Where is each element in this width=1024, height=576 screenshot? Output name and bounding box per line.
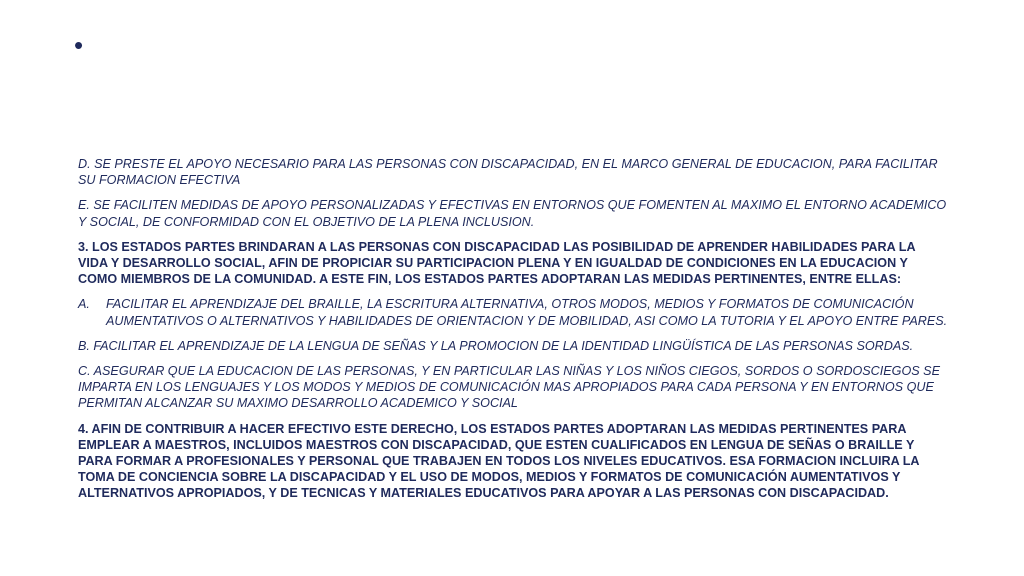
paragraph-3: 3. LOS ESTADOS PARTES BRINDARAN A LAS PERSONAS CON DISCAPACIDAD LAS POSIBILIDAD DE APRENDER HABILIDADES PARA LA VIDA Y DESARROLLO SOCIAL, AFIN DE PROPICIAR SU PARTICIPACION PLENA Y EN IGUALDAD DE CONDICIONES EN LA EDUCACION Y COMO MIEMBROS DE LA COMUNIDAD. A ESTE FIN, LOS ESTADOS PARTES ADOPTARAN LAS MEDIDAS PERTINENTES, ENTRE ELLAS: <box>78 239 916 287</box>
list-marker-a: A. <box>78 297 90 312</box>
paragraph-e: E. SE FACILITEN MEDIDAS DE APOYO PERSONALIZADAS Y EFECTIVAS EN ENTORNOS QUE FOMENTEN AL MAXIMO EL ENTORNO ACADEMICO Y SOCIAL, DE CONFORMIDAD CON EL OBJETIVO DE LA PLENA INCLUSION. <box>78 198 947 229</box>
list-item-a <box>78 296 948 328</box>
title-bullet: • <box>74 30 84 60</box>
paragraph-c: C. ASEGURAR QUE LA EDUCACION DE LAS PERSONAS, Y EN PARTICULAR LAS NIÑAS Y LOS NIÑOS CIEGOS, SORDOS O SORDOSCIEGOS SE IMPARTA EN LOS LENGUAJES Y LOS MODOS Y MEDIOS DE COMUNICACIÓN MAS APROPIADOS PARA CADA PERSONA Y EN ENTORNOS QUE PERMITAN ALCANZAR SU MAXIMO DESARROLLO ACADEMICO Y SOCIAL <box>78 364 940 411</box>
paragraph-d: D. SE PRESTE EL APOYO NECESARIO PARA LAS PERSONAS CON DISCAPACIDAD, EN EL MARCO GENERAL DE EDUCACION, PARA FACILITAR SU FORMACION EFECTIVA <box>78 157 938 188</box>
paragraph-4: 4. AFIN DE CONTRIBUIR A HACER EFECTIVO ESTE DERECHO, LOS ESTADOS PARTES ADOPTARAN LAS MEDIDAS PERTINENTES PARA EMPLEAR A MAESTROS, INCLUIDOS MAESTROS CON DISCAPACIDAD, QUE ESTEN CUALIFICADOS EN LENGUA DE SEÑAS O BRAILLE Y PARA FORMAR A PROFESIONALES Y PERSONAL QUE TRABAJEN EN TODOS LOS NIVELES EDUCATIVOS. ESA FORMACION INCLUIRA LA TOMA DE CONCIENCIA SOBRE LA DISCAPACIDAD Y EL USO DE MODOS, MEDIOS Y FORMATOS DE COMUNICACIÓN AUMENTATIVOS Y ALTERNATIVOS APROPIADOS, Y DE TECNICAS Y MATERIALES EDUCATIVOS PARA APOYAR A LAS PERSONAS CON DISCAPACIDAD. <box>78 421 920 501</box>
list-text-a: FACILITAR EL APRENDIZAJE DEL BRAILLE, LA ESCRITURA ALTERNATIVA, OTROS MODOS, MEDIOS Y FORMATOS DE COMUNICACIÓN AUMENTATIVOS O ALTERNATIVOS Y HABILIDADES DE ORIENTACION Y DE MOBILIDAD, ASI COMO LA TUTORIA Y EL APOYO ENTRE PARES. <box>106 297 948 328</box>
paragraph-b: B. FACILITAR EL APRENDIZAJE DE LA LENGUA DE SEÑAS Y LA PROMOCION DE LA IDENTIDAD LINGÜÍSTICA DE LAS PERSONAS SORDAS. <box>78 338 914 353</box>
slide-content <box>78 156 948 511</box>
